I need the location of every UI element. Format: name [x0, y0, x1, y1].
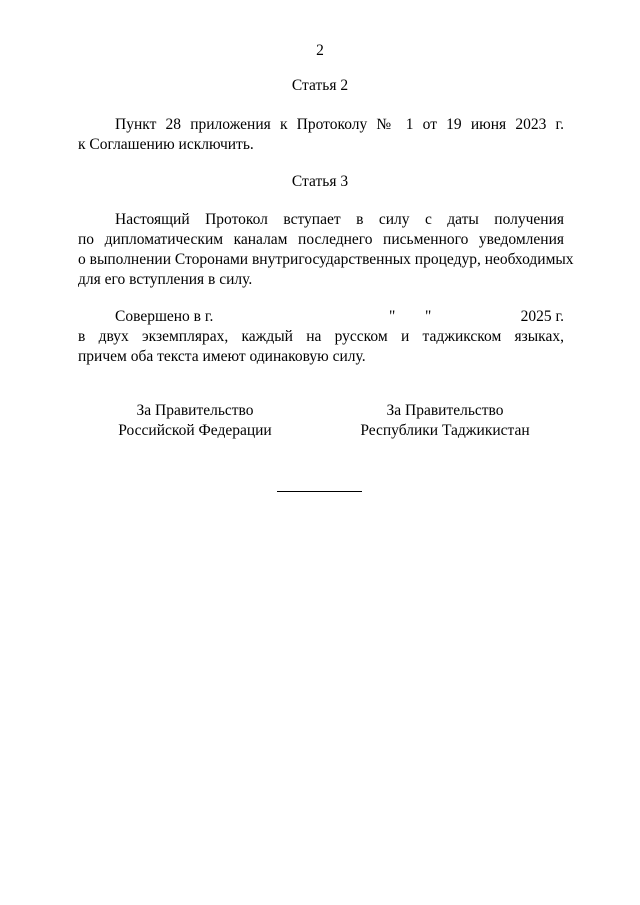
signing-line-3: причем оба текста имеют одинаковую силу. [78, 348, 366, 365]
article-3-line-4: для его вступления в силу. [78, 271, 253, 288]
date-quote-close: " [425, 308, 432, 325]
signature-left-line-2: Российской Федерации [118, 422, 272, 439]
end-divider [277, 491, 362, 492]
signature-right-line-1: За Правительство [386, 402, 504, 419]
signature-right-line-2: Республики Таджикистан [360, 422, 530, 439]
article-3-line-1: Настоящий Протокол вступает в силу с даты получения [115, 211, 564, 228]
article-2-line-1: Пункт 28 приложения к Протоколу № 1 от 19 июня 2023 г. [115, 116, 564, 133]
signature-block-right [325, 401, 565, 441]
signature-block-left [75, 401, 315, 441]
signing-place: Совершено в г. [115, 308, 214, 325]
article-3-text [78, 210, 574, 290]
page-number: 2 [316, 42, 324, 59]
article-2-text [78, 115, 564, 155]
article-2-heading: Статья 2 [291, 77, 349, 94]
signature-left-line-1: За Правительство [136, 402, 254, 419]
article-3-line-3: о выполнении Сторонами внутригосударственных процедур, необходимых [78, 251, 574, 268]
date-quote-open: " [389, 308, 396, 325]
signing-year: 2025 г. [520, 308, 564, 325]
signing-text [78, 327, 564, 367]
article-2-line-2: к Соглашению исключить. [78, 136, 254, 153]
article-3-line-2: по дипломатическим каналам последнего письменного уведомления [78, 231, 564, 248]
signing-place-line [78, 307, 564, 327]
article-3-heading: Статья 3 [291, 173, 349, 190]
signing-line-2: в двух экземплярах, каждый на русском и таджикском языках, [78, 328, 564, 345]
